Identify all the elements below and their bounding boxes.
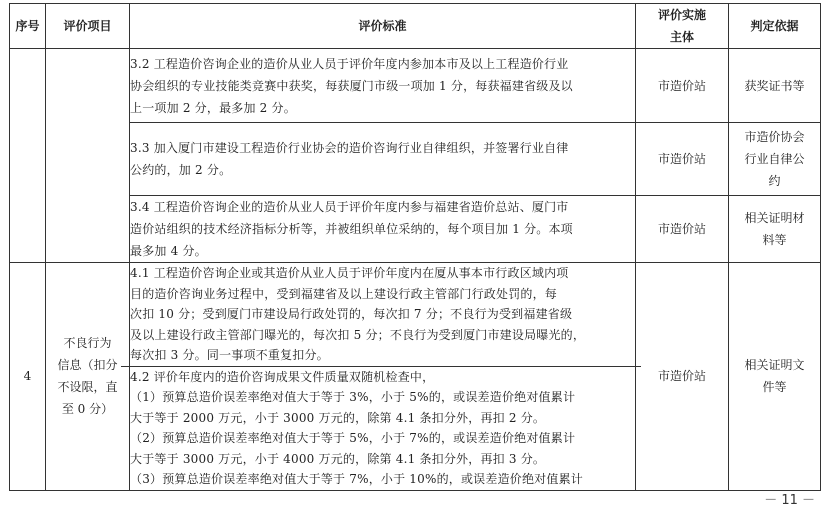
standard-line: 上一项加 2 分，最多加 2 分。 (130, 100, 296, 115)
standard-line: （3）预算总造价误差率绝对值大于等于 7%，小于 10%的，或误差造价绝对值累计 (130, 472, 583, 486)
basis-line: 相关证明文 (744, 358, 805, 373)
page-number: － 11 － (764, 493, 815, 508)
basis-line: 相关证明材 (744, 211, 805, 225)
basis-cell (729, 196, 821, 263)
header-seq: 序号 (10, 4, 46, 49)
standard-part-4-1 (121, 263, 641, 367)
standard-line: 及以上建设行政主管部门曝光的，每次扣 5 分；不良行为受到厦门市建设局曝光的， (130, 327, 586, 342)
standard-line: 3.2 工程造价咨询企业的造价从业人员于评价年度内参加本市及以上工程造价行业 (130, 56, 569, 71)
org-cell: 市造价站 (636, 196, 729, 263)
header-org-line1: 评价实施 (657, 8, 706, 22)
basis-line: 件等 (762, 380, 787, 395)
standard-line: 最多加 4 分。 (130, 244, 207, 258)
standard-line: 3.3 加入厦门市建设工程造价行业协会的造价咨询行业自律组织，并签署行业自律 (130, 141, 569, 155)
table-header-row (10, 4, 821, 49)
table-row (10, 49, 821, 123)
standard-cell (130, 123, 636, 196)
item-cell-empty (46, 49, 130, 263)
header-basis: 判定依据 (729, 4, 821, 49)
basis-line: 行业自律公 (744, 152, 805, 166)
evaluation-table (9, 3, 821, 491)
basis-cell: 获奖证书等 (729, 49, 821, 123)
standard-line: 次扣 10 分；受到厦门市建设局行政处罚的，每次扣 7 分；不良行为受到福建省级 (130, 307, 573, 321)
standard-line: （2）预算总造价误差率绝对值大于等于 5%，小于 7%的，或误差造价绝对值累计 (130, 431, 576, 445)
org-cell: 市造价站 (636, 263, 729, 491)
item-cell (46, 263, 130, 491)
standard-cell (130, 49, 636, 123)
item-line: 不良行为 (63, 336, 112, 351)
seq-cell: 4 (10, 263, 46, 491)
standard-cell (130, 263, 636, 491)
basis-line: 市造价协会 (744, 130, 805, 144)
standard-line: 目的造价咨询业务过程中，受到福建省及以上建设行政主管部门行政处罚的，每 (130, 286, 558, 301)
standard-cell (130, 196, 636, 263)
item-line: 至 0 分） (61, 402, 114, 417)
header-standard: 评价标准 (130, 4, 636, 49)
item-line: 信息（扣分 (57, 358, 118, 373)
standard-line: 大于等于 2000 万元，小于 3000 万元的，除第 4.1 条扣分外，再扣 2 分。 (130, 410, 546, 425)
header-org-line2: 主体 (669, 30, 694, 44)
standard-line: 3.4 工程造价咨询企业的造价从业人员于评价年度内参与福建省造价总站、厦门市 (130, 200, 569, 214)
standard-line: （1）预算总造价误差率绝对值大于等于 3%，小于 5%的，或误差造价绝对值累计 (130, 390, 576, 404)
standard-line: 公约的，加 2 分。 (130, 163, 232, 177)
basis-line: 料等 (762, 233, 787, 247)
standard-line: 大于等于 3000 万元，小于 4000 万元的，除第 4.1 条扣分外，再扣 3 分。 (130, 451, 546, 466)
standard-line: 造价站组织的技术经济指标分析等，并被组织单位采纳的，每个项目加 1 分。本项 (130, 222, 573, 236)
seq-cell-empty (10, 49, 46, 263)
header-org (636, 4, 729, 49)
basis-line: 约 (768, 174, 781, 188)
standard-line: 协会组织的专业技能类竞赛中获奖，每获厦门市级一项加 1 分，每获福建省级及以 (130, 78, 573, 93)
basis-cell (729, 263, 821, 491)
table-row (10, 123, 821, 196)
standard-line: 每次扣 3 分。同一事项不重复扣分。 (130, 348, 329, 362)
basis-cell (729, 123, 821, 196)
table-row (10, 196, 821, 263)
org-cell: 市造价站 (636, 123, 729, 196)
standard-line: 4.1 工程造价咨询企业或其造价从业人员于评价年度内在厦从事本市行政区域内项 (130, 266, 569, 280)
item-line: 不设限，直 (57, 380, 118, 395)
standard-line: 4.2 评价年度内的造价咨询成果文件质量双随机检查中， (130, 369, 435, 384)
header-item: 评价项目 (46, 4, 130, 49)
table-row (10, 263, 821, 491)
org-cell: 市造价站 (636, 49, 729, 123)
